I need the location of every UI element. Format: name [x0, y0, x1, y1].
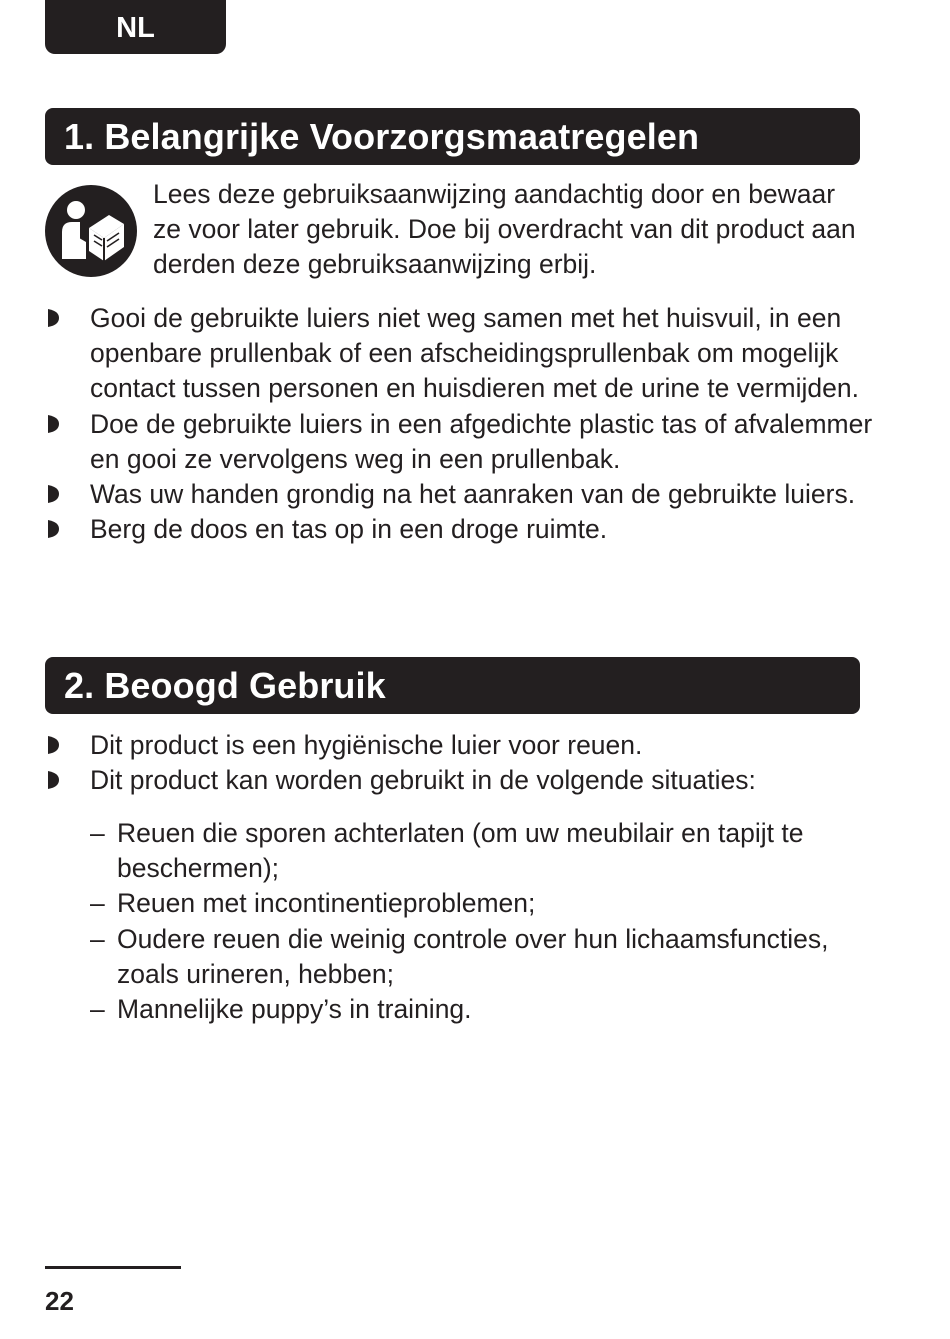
list-item — [45, 301, 875, 407]
section-heading-precautions: 1. Belangrijke Voorzorgsmaatregelen — [45, 108, 860, 165]
sub-list-item-text: Oudere reuen die weinig controle over hun lichaamsfuncties, zoals urineren, hebben; — [117, 923, 829, 989]
precautions-list — [45, 301, 875, 547]
footer-divider — [45, 1266, 181, 1269]
intro-paragraph: Lees deze gebruiksaanwijzing aandachtig door en bewaar ze voor later gebruik. Doe bij overdracht van dit product aan derden deze gebruiksaanwijzing erbij. — [153, 179, 856, 280]
sub-list-item-text: Reuen met incontinentieproblemen; — [117, 888, 536, 919]
list-item-text: Berg de doos en tas op in een droge ruimte. — [90, 514, 608, 545]
dash-marker: – — [90, 994, 105, 1025]
list-item-text: Was uw handen grondig na het aanraken van de gebruikte luiers. — [90, 479, 856, 510]
list-item-text: Doe de gebruikte luiers in een afgedichte plastic tas of afvalemmer en gooi ze vervolgens weg in een prullenbak. — [90, 408, 873, 474]
page-number: 22 — [45, 1286, 74, 1316]
bullet-icon — [47, 309, 59, 327]
language-tab — [45, 0, 226, 54]
sub-list-item-text: Mannelijke puppy’s in training. — [117, 994, 472, 1025]
list-item — [45, 477, 875, 512]
list-item — [45, 763, 875, 798]
dash-marker: – — [90, 818, 105, 848]
read-manual-icon — [45, 185, 137, 277]
list-item-text: Dit product kan worden gebruikt in de volgende situaties: — [90, 765, 756, 796]
bullet-icon — [47, 771, 59, 789]
situations-list — [90, 816, 880, 1027]
list-item-text: Dit product is een hygiënische luier voor reuen. — [90, 730, 643, 760]
intended-use-list — [45, 728, 875, 798]
list-item — [45, 512, 875, 547]
dash-marker: – — [90, 888, 105, 919]
language-label: NL — [116, 11, 155, 44]
dash-marker: – — [90, 923, 105, 954]
list-item-text: Gooi de gebruikte luiers niet weg samen met het huisvuil, in een openbare prullenbak of een afscheidingsprullenbak om mogelijk contact tussen personen en huisdieren met de urine te vermijden. — [90, 303, 859, 404]
section-heading-intended-use: 2. Beoogd Gebruik — [45, 657, 860, 714]
bullet-icon — [47, 415, 59, 433]
bullet-icon — [47, 520, 59, 538]
sub-list-item-text: Reuen die sporen achterlaten (om uw meubilair en tapijt te beschermen); — [117, 818, 804, 884]
bullet-icon — [47, 736, 59, 754]
sub-list-item — [90, 886, 880, 921]
list-item — [45, 407, 875, 477]
sub-list-item — [90, 922, 880, 992]
sub-list-item — [90, 816, 880, 886]
sub-list-item — [90, 992, 880, 1027]
bullet-icon — [47, 485, 59, 503]
list-item — [45, 728, 875, 763]
